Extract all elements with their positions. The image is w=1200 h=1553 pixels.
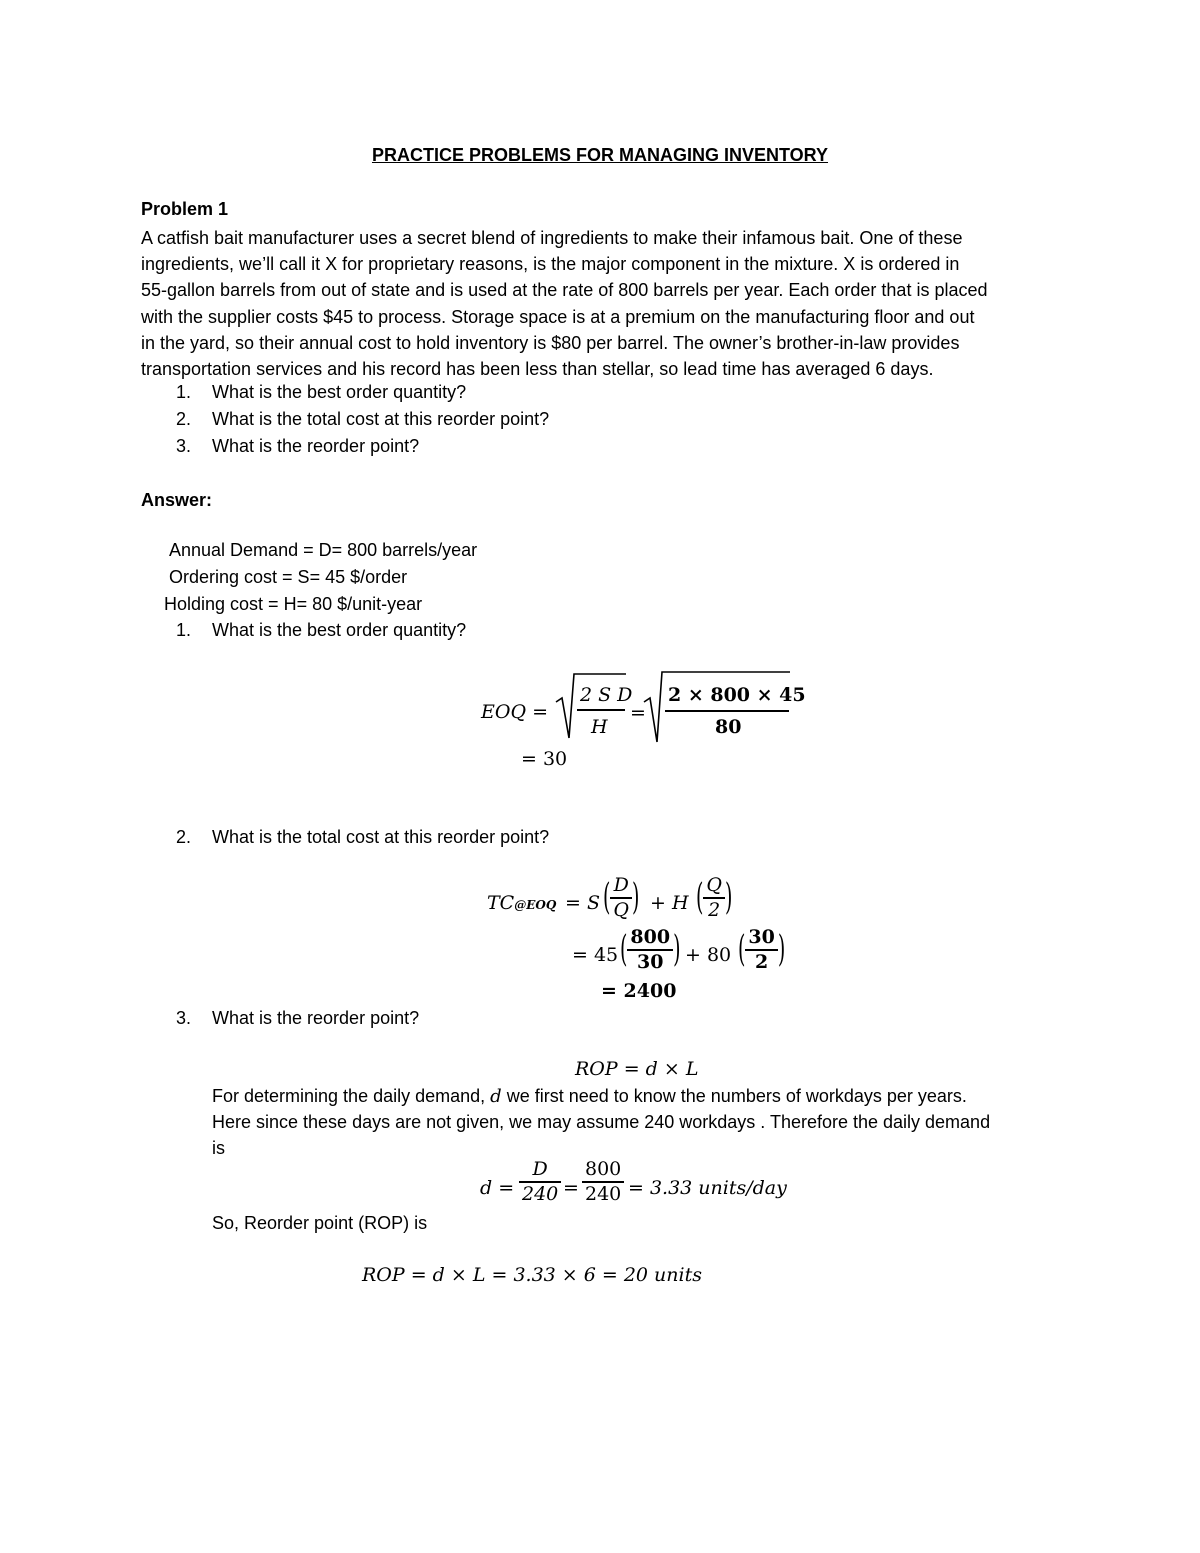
eoq-val-fraction-bar	[665, 710, 789, 712]
paren-close: )	[777, 928, 786, 970]
page-title: PRACTICE PROBLEMS FOR MANAGING INVENTORY	[371, 145, 829, 165]
tc-equals-45: = 45	[572, 944, 619, 966]
problem-line: 55-gallon barrels from out of state and is used at the rate of 800 barrels per year. Each order that is placed	[141, 280, 988, 301]
rop-explanation-line: is	[212, 1138, 225, 1158]
problem-line: in the yard, so their annual cost to hold inventory is $80 per barrel. The owner’s brother-in-law provides	[141, 332, 960, 353]
question-text: What is the reorder point?	[212, 436, 420, 456]
tc-lhs	[487, 894, 556, 913]
eoq-sym-fraction-bar	[577, 709, 625, 711]
daily-demand-result: = 3.33 units/day	[628, 1177, 787, 1199]
question-number: 1.	[176, 620, 192, 640]
tc-subscript: @EOQ	[514, 898, 557, 912]
daily-demand-fraction-2	[582, 1160, 624, 1204]
frac-numerator: 30	[745, 928, 777, 951]
rop-formula: ROP = d × L	[575, 1058, 699, 1080]
paren-close: )	[632, 876, 640, 918]
daily-demand-equals: =	[563, 1177, 579, 1199]
question-number: 2.	[176, 827, 192, 847]
frac-denominator: 240	[522, 1183, 559, 1205]
rop-explanation-line	[212, 1087, 967, 1106]
problem-line: ingredients, we’ll call it X for proprietary reasons, is the major component in the mixture. X is ordered in	[141, 254, 960, 275]
frac-numerator: 800	[627, 928, 673, 951]
tc-plus-80: + 80	[685, 944, 732, 966]
answer-heading: Answer:	[141, 490, 213, 510]
tc-result: = 2400	[601, 980, 677, 1002]
tc-fraction-q-2	[696, 876, 732, 920]
question-text: What is the reorder point?	[212, 1008, 420, 1028]
eoq-equals: =	[630, 702, 646, 724]
problem-line: A catfish bait manufacturer uses a secret blend of ingredients to make their infamous bait. One of these	[141, 228, 963, 248]
frac-numerator: Q	[703, 876, 725, 899]
rop-text: For determining the daily demand,	[212, 1086, 491, 1106]
question-number: 3.	[176, 1008, 192, 1028]
question-number: 3.	[176, 436, 192, 456]
eoq-result: = 30	[521, 748, 568, 770]
frac-denominator: Q	[613, 899, 629, 921]
paren-open: (	[738, 928, 746, 970]
eoq-lhs: EOQ =	[481, 701, 548, 723]
paren-open: (	[603, 876, 611, 918]
eoq-sym-denominator: H	[591, 716, 608, 738]
rop-d-symbol: d	[490, 1086, 502, 1107]
tc-fraction-800-30	[620, 928, 681, 972]
frac-denominator: 2	[708, 899, 721, 921]
problem-line: with the supplier costs $45 to process. Storage space is at a premium on the manufacturing floor and out	[141, 306, 975, 327]
eoq-val-numerator: 2 × 800 × 45	[668, 684, 806, 706]
question-text: What is the total cost at this reorder point?	[212, 409, 550, 429]
question-text: What is the best order quantity?	[212, 382, 467, 402]
frac-denominator: 2	[755, 951, 769, 973]
tc-equals-s: = S	[565, 892, 600, 914]
paren-close: )	[673, 928, 681, 970]
rop-explanation-line: Here since these days are not given, we may assume 240 workdays . Therefore the daily demand	[212, 1112, 991, 1132]
frac-denominator: 240	[585, 1183, 622, 1205]
daily-demand-fraction-1	[519, 1160, 561, 1204]
given-ordering-cost: Ordering cost = S= 45 $/order	[169, 567, 408, 587]
eoq-sym-numerator: 2 S D	[580, 684, 633, 706]
paren-open: (	[696, 876, 704, 918]
rop-so-text: So, Reorder point (ROP) is	[212, 1213, 428, 1233]
rop-text: we first need to know the numbers of workdays per years.	[501, 1086, 967, 1106]
frac-numerator: D	[519, 1160, 561, 1183]
tc-symbol: TC	[487, 892, 515, 914]
frac-denominator: 30	[637, 951, 664, 973]
question-number: 2.	[176, 409, 192, 429]
question-text: What is the best order quantity?	[212, 620, 467, 640]
question-text: What is the total cost at this reorder point?	[212, 827, 550, 847]
tc-fraction-30-2	[738, 928, 785, 972]
given-holding-cost: Holding cost = H= 80 $/unit-year	[164, 594, 423, 614]
problem-line: transportation services and his record has been less than stellar, so lead time has averaged 6 days.	[141, 359, 934, 380]
problem-heading: Problem 1	[141, 199, 229, 219]
frac-numerator: 800	[582, 1160, 624, 1183]
rop-final: ROP = d × L = 3.33 × 6 = 20 units	[362, 1264, 702, 1286]
daily-demand-lhs: d =	[480, 1177, 515, 1199]
paren-open: (	[620, 928, 628, 970]
tc-plus-h: + H	[650, 892, 689, 914]
tc-fraction-d-q	[603, 876, 639, 920]
frac-numerator: D	[610, 876, 632, 899]
paren-close: )	[725, 876, 733, 918]
question-number: 1.	[176, 382, 192, 402]
given-demand: Annual Demand = D= 800 barrels/year	[169, 540, 478, 560]
eoq-val-denominator: 80	[715, 716, 742, 738]
